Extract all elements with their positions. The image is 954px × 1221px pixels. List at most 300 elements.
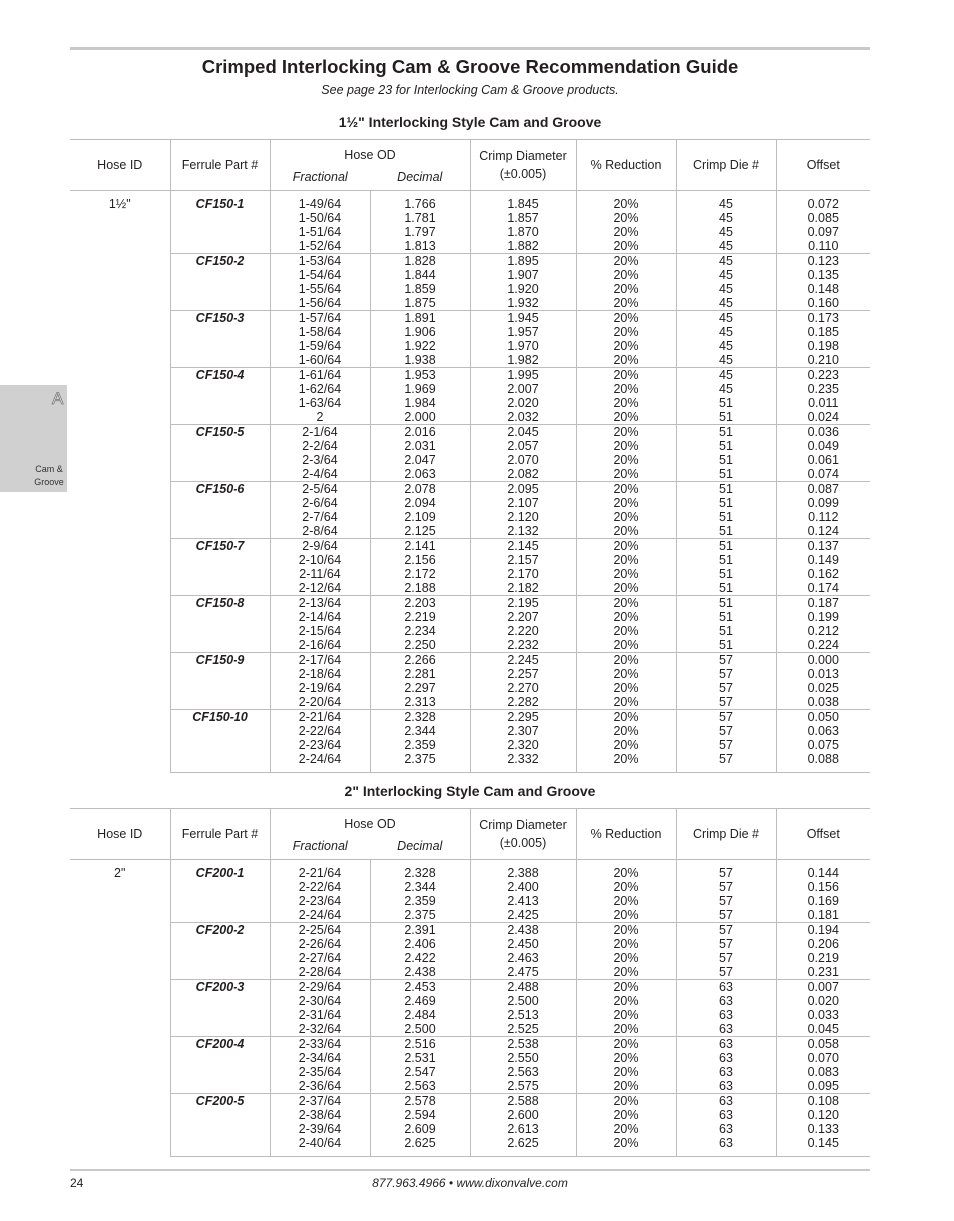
offset-value: 0.061: [807, 453, 839, 467]
die-value: 45: [719, 225, 733, 239]
reduction-cell: [576, 980, 676, 1037]
fractional-value: 1-53/64: [298, 254, 342, 268]
crimp-cell: [470, 539, 576, 596]
offset-value: 0.110: [808, 239, 839, 253]
offset-cell: [776, 368, 870, 425]
table-2-inch: [70, 808, 870, 1157]
offset-value: 0.231: [807, 965, 839, 979]
footer-rule: [70, 1169, 870, 1171]
decimal-value: 2.453: [404, 980, 436, 994]
ferrule-part-cell: CF150-1: [170, 191, 270, 254]
crimp-value: 2.057: [507, 439, 539, 453]
fractional-value: 2-21/64: [298, 866, 342, 880]
offset-value: 0.013: [807, 667, 839, 681]
decimal-value: 2.297: [404, 681, 436, 695]
offset-value: 0.000: [807, 653, 839, 667]
fractional-value: 2: [316, 410, 324, 424]
fractional-value: 1-61/64: [298, 368, 342, 382]
offset-value: 0.123: [807, 254, 839, 268]
die-cell: [676, 923, 776, 980]
crimp-value: 1.882: [507, 239, 539, 253]
fractional-cell: [270, 1037, 370, 1094]
die-value: 57: [719, 752, 733, 766]
fractional-value: 2-38/64: [298, 1108, 342, 1122]
crimp-value: 1.845: [507, 197, 539, 211]
offset-cell: [776, 1094, 870, 1157]
reduction-value: 20%: [613, 225, 639, 239]
die-cell: [676, 425, 776, 482]
die-value: 57: [719, 681, 733, 695]
crimp-value: 2.020: [507, 396, 539, 410]
fractional-value: 1-54/64: [298, 268, 342, 282]
die-value: 57: [719, 880, 733, 894]
crimp-value: 2.538: [507, 1037, 539, 1051]
crimp-value: 2.007: [507, 382, 539, 396]
fractional-value: 2-8/64: [302, 524, 338, 538]
decimal-cell: [370, 596, 470, 653]
decimal-value: 1.797: [404, 225, 436, 239]
crimp-cell: [470, 653, 576, 710]
decimal-cell: [370, 1037, 470, 1094]
side-tab-label-line2: Groove: [34, 477, 64, 487]
fractional-value: 1-49/64: [298, 197, 342, 211]
reduction-value: 20%: [613, 653, 639, 667]
die-cell: [676, 1094, 776, 1157]
die-value: 51: [719, 396, 733, 410]
offset-value: 0.162: [807, 567, 839, 581]
fractional-cell: [270, 539, 370, 596]
reduction-cell: [576, 425, 676, 482]
ferrule-part-cell: CF200-5: [170, 1094, 270, 1157]
reduction-cell: [576, 653, 676, 710]
offset-value: 0.095: [807, 1079, 839, 1093]
reduction-cell: [576, 1094, 676, 1157]
crimp-value: 2.032: [507, 410, 539, 424]
page-subtitle: See page 23 for Interlocking Cam & Groove products.: [321, 83, 619, 97]
die-cell: [676, 254, 776, 311]
decimal-cell: [370, 1094, 470, 1157]
table-row: [70, 425, 870, 482]
die-value: 45: [719, 268, 733, 282]
crimp-value: 2.463: [507, 951, 539, 965]
crimp-value: 2.220: [507, 624, 539, 638]
decimal-cell: [370, 539, 470, 596]
fractional-value: 1-56/64: [298, 296, 342, 310]
reduction-value: 20%: [613, 923, 639, 937]
decimal-value: 2.328: [404, 710, 436, 724]
offset-value: 0.070: [807, 1051, 839, 1065]
crimp-value: 2.257: [507, 667, 539, 681]
reduction-value: 20%: [613, 994, 639, 1008]
crimp-value: 2.625: [507, 1136, 539, 1150]
crimp-cell: [470, 425, 576, 482]
offset-cell: [776, 710, 870, 773]
decimal-value: 2.344: [404, 724, 436, 738]
die-value: 51: [719, 453, 733, 467]
die-value: 51: [719, 510, 733, 524]
die-value: 45: [719, 282, 733, 296]
decimal-cell: [370, 980, 470, 1037]
fractional-value: 1-52/64: [298, 239, 342, 253]
table-row: [70, 311, 870, 368]
offset-value: 0.063: [807, 724, 839, 738]
offset-value: 0.087: [807, 482, 839, 496]
table-1-5-inch: [70, 139, 870, 773]
table-row: [70, 923, 870, 980]
decimal-value: 1.891: [404, 311, 436, 325]
reduction-value: 20%: [613, 382, 639, 396]
decimal-value: 2.047: [404, 453, 436, 467]
decimal-cell: [370, 311, 470, 368]
table-row: [70, 710, 870, 773]
die-value: 51: [719, 567, 733, 581]
die-value: 51: [719, 539, 733, 553]
die-cell: [676, 596, 776, 653]
decimal-value: 2.172: [404, 567, 436, 581]
decimal-value: 1.969: [404, 382, 436, 396]
reduction-value: 20%: [613, 1108, 639, 1122]
reduction-value: 20%: [613, 980, 639, 994]
offset-value: 0.235: [807, 382, 839, 396]
reduction-value: 20%: [613, 1079, 639, 1093]
ferrule-part-cell: CF150-2: [170, 254, 270, 311]
ferrule-part-cell: CF200-1: [170, 860, 270, 923]
decimal-value: 2.063: [404, 467, 436, 481]
fractional-value: 2-34/64: [298, 1051, 342, 1065]
crimp-cell: [470, 980, 576, 1037]
header-hose-id: Hose ID: [70, 140, 170, 191]
die-cell: [676, 1037, 776, 1094]
reduction-value: 20%: [613, 951, 639, 965]
offset-value: 0.072: [807, 197, 839, 211]
table-row: [70, 653, 870, 710]
die-cell: [676, 980, 776, 1037]
crimp-value: 2.307: [507, 724, 539, 738]
decimal-value: 2.094: [404, 496, 436, 510]
offset-value: 0.210: [807, 353, 839, 367]
decimal-value: 2.594: [404, 1108, 436, 1122]
decimal-value: 2.391: [404, 923, 436, 937]
reduction-value: 20%: [613, 710, 639, 724]
fractional-value: 2-29/64: [298, 980, 342, 994]
offset-value: 0.219: [807, 951, 839, 965]
crimp-value: 2.070: [507, 453, 539, 467]
crimp-value: 2.207: [507, 610, 539, 624]
reduction-value: 20%: [613, 1065, 639, 1079]
fractional-value: 2-23/64: [298, 738, 342, 752]
fractional-cell: [270, 425, 370, 482]
fractional-value: 2-27/64: [298, 951, 342, 965]
crimp-value: 2.613: [507, 1122, 539, 1136]
decimal-value: 2.531: [404, 1051, 436, 1065]
reduction-value: 20%: [613, 624, 639, 638]
offset-value: 0.097: [807, 225, 839, 239]
fractional-value: 2-15/64: [298, 624, 342, 638]
crimp-value: 1.857: [507, 211, 539, 225]
offset-cell: [776, 596, 870, 653]
decimal-value: 2.078: [404, 482, 436, 496]
fractional-value: 1-50/64: [298, 211, 342, 225]
decimal-value: 1.844: [404, 268, 436, 282]
offset-value: 0.011: [808, 396, 839, 410]
offset-value: 0.133: [807, 1122, 839, 1136]
decimal-value: 2.359: [404, 894, 436, 908]
fractional-value: 1-57/64: [298, 311, 342, 325]
crimp-value: 2.400: [507, 880, 539, 894]
die-value: 57: [719, 923, 733, 937]
reduction-value: 20%: [613, 211, 639, 225]
decimal-value: 2.031: [404, 439, 436, 453]
offset-value: 0.187: [807, 596, 839, 610]
reduction-value: 20%: [613, 282, 639, 296]
crimp-value: 2.195: [507, 596, 539, 610]
crimp-cell: [470, 860, 576, 923]
crimp-value: 2.550: [507, 1051, 539, 1065]
decimal-value: 1.766: [404, 197, 436, 211]
header-reduction: % Reduction: [576, 809, 676, 860]
decimal-value: 2.250: [404, 638, 436, 652]
decimal-value: 2.125: [404, 524, 436, 538]
offset-cell: [776, 653, 870, 710]
reduction-cell: [576, 311, 676, 368]
fractional-value: 2-24/64: [298, 752, 342, 766]
reduction-value: 20%: [613, 667, 639, 681]
reduction-value: 20%: [613, 965, 639, 979]
crimp-value: 2.120: [507, 510, 539, 524]
offset-cell: [776, 980, 870, 1037]
die-value: 45: [719, 197, 733, 211]
reduction-value: 20%: [613, 197, 639, 211]
die-value: 63: [719, 1022, 733, 1036]
fractional-value: 2-22/64: [298, 724, 342, 738]
fractional-value: 2-24/64: [298, 908, 342, 922]
offset-value: 0.099: [807, 496, 839, 510]
fractional-value: 2-3/64: [302, 453, 338, 467]
crimp-value: 2.488: [507, 980, 539, 994]
fractional-value: 2-10/64: [298, 553, 342, 567]
offset-value: 0.156: [807, 880, 839, 894]
crimp-cell: [470, 596, 576, 653]
offset-value: 0.024: [807, 410, 839, 424]
offset-value: 0.036: [807, 425, 839, 439]
crimp-value: 2.600: [507, 1108, 539, 1122]
die-cell: [676, 311, 776, 368]
offset-value: 0.020: [807, 994, 839, 1008]
fractional-value: 2-1/64: [302, 425, 338, 439]
header-crimp-diameter-line2: (±0.005): [499, 167, 547, 181]
die-cell: [676, 539, 776, 596]
reduction-value: 20%: [613, 894, 639, 908]
decimal-value: 2.578: [404, 1094, 436, 1108]
decimal-value: 2.219: [404, 610, 436, 624]
crimp-value: 2.413: [507, 894, 539, 908]
offset-value: 0.199: [807, 610, 839, 624]
reduction-value: 20%: [613, 396, 639, 410]
crimp-cell: [470, 254, 576, 311]
header-crimp-diameter-line1: Crimp Diameter: [479, 818, 567, 832]
reduction-value: 20%: [613, 368, 639, 382]
fractional-value: 2-30/64: [298, 994, 342, 1008]
reduction-value: 20%: [613, 467, 639, 481]
crimp-value: 2.145: [507, 539, 539, 553]
die-value: 63: [719, 1079, 733, 1093]
die-value: 57: [719, 653, 733, 667]
ferrule-part-cell: CF150-4: [170, 368, 270, 425]
fractional-value: 2-37/64: [298, 1094, 342, 1108]
reduction-value: 20%: [613, 1037, 639, 1051]
reduction-cell: [576, 710, 676, 773]
fractional-value: 2-13/64: [298, 596, 342, 610]
fractional-value: 2-32/64: [298, 1022, 342, 1036]
die-value: 63: [719, 980, 733, 994]
table-row: [70, 368, 870, 425]
reduction-value: 20%: [613, 524, 639, 538]
decimal-cell: [370, 191, 470, 254]
reduction-value: 20%: [613, 325, 639, 339]
crimp-value: 2.132: [507, 524, 539, 538]
reduction-value: 20%: [613, 254, 639, 268]
fractional-value: 1-63/64: [298, 396, 342, 410]
ferrule-part-cell: CF150-9: [170, 653, 270, 710]
crimp-value: 2.588: [507, 1094, 539, 1108]
decimal-value: 1.875: [404, 296, 436, 310]
offset-value: 0.038: [807, 695, 839, 709]
crimp-value: 2.388: [507, 866, 539, 880]
header-offset: Offset: [776, 140, 870, 191]
header-crimp-die: Crimp Die #: [676, 140, 776, 191]
crimp-value: 1.920: [507, 282, 539, 296]
crimp-cell: [470, 1094, 576, 1157]
decimal-value: 2.609: [404, 1122, 436, 1136]
die-value: 57: [719, 965, 733, 979]
fractional-value: 1-51/64: [298, 225, 342, 239]
decimal-value: 2.375: [404, 908, 436, 922]
crimp-value: 1.982: [507, 353, 539, 367]
fractional-value: 2-14/64: [298, 610, 342, 624]
reduction-value: 20%: [613, 539, 639, 553]
die-value: 57: [719, 951, 733, 965]
reduction-value: 20%: [613, 866, 639, 880]
fractional-value: 2-26/64: [298, 937, 342, 951]
reduction-cell: [576, 860, 676, 923]
reduction-cell: [576, 539, 676, 596]
ferrule-part-cell: CF150-6: [170, 482, 270, 539]
offset-value: 0.085: [807, 211, 839, 225]
fractional-value: 2-2/64: [302, 439, 338, 453]
table-row: [70, 1037, 870, 1094]
die-value: 51: [719, 638, 733, 652]
fractional-value: 2-25/64: [298, 923, 342, 937]
reduction-value: 20%: [613, 567, 639, 581]
die-value: 51: [719, 553, 733, 567]
reduction-cell: [576, 191, 676, 254]
fractional-value: 2-6/64: [302, 496, 338, 510]
reduction-value: 20%: [613, 439, 639, 453]
crimp-value: 1.907: [507, 268, 539, 282]
offset-value: 0.149: [807, 553, 839, 567]
hose-id-cell: 2": [114, 866, 126, 880]
reduction-value: 20%: [613, 752, 639, 766]
reduction-value: 20%: [613, 908, 639, 922]
decimal-value: 2.328: [404, 866, 436, 880]
table-row: [70, 860, 870, 923]
section-title-2-inch: 2" Interlocking Style Cam and Groove: [344, 783, 596, 799]
fractional-cell: [270, 482, 370, 539]
crimp-value: 2.170: [507, 567, 539, 581]
crimp-value: 2.332: [507, 752, 539, 766]
fractional-value: 2-16/64: [298, 638, 342, 652]
fractional-cell: [270, 596, 370, 653]
header-crimp-diameter: [470, 809, 576, 860]
die-cell: [676, 191, 776, 254]
reduction-value: 20%: [613, 410, 639, 424]
crimp-value: 2.245: [507, 653, 539, 667]
die-cell: [676, 368, 776, 425]
side-tab-label-line1: Cam &: [35, 464, 63, 474]
crimp-cell: [470, 710, 576, 773]
die-value: 45: [719, 311, 733, 325]
reduction-value: 20%: [613, 638, 639, 652]
header-crimp-diameter: [470, 140, 576, 191]
fractional-value: 2-12/64: [298, 581, 342, 595]
offset-value: 0.075: [807, 738, 839, 752]
header-hose-id: Hose ID: [70, 809, 170, 860]
offset-value: 0.137: [807, 539, 839, 553]
header-crimp-die: Crimp Die #: [676, 809, 776, 860]
table-row: [70, 482, 870, 539]
reduction-value: 20%: [613, 724, 639, 738]
offset-value: 0.173: [807, 311, 839, 325]
fractional-value: 1-59/64: [298, 339, 342, 353]
decimal-value: 2.438: [404, 965, 436, 979]
reduction-value: 20%: [613, 453, 639, 467]
crimp-value: 1.957: [507, 325, 539, 339]
offset-cell: [776, 1037, 870, 1094]
header-crimp-diameter-line1: Crimp Diameter: [479, 149, 567, 163]
crimp-value: 2.513: [507, 1008, 539, 1022]
reduction-cell: [576, 254, 676, 311]
fractional-cell: [270, 653, 370, 710]
decimal-value: 1.781: [404, 211, 436, 225]
decimal-cell: [370, 653, 470, 710]
die-value: 51: [719, 482, 733, 496]
ferrule-part-cell: CF150-7: [170, 539, 270, 596]
die-value: 45: [719, 211, 733, 225]
offset-cell: [776, 254, 870, 311]
offset-value: 0.108: [807, 1094, 839, 1108]
offset-value: 0.135: [807, 268, 839, 282]
fractional-value: 1-62/64: [298, 382, 342, 396]
fractional-value: 2-4/64: [302, 467, 338, 481]
die-value: 57: [719, 695, 733, 709]
fractional-value: 1-58/64: [298, 325, 342, 339]
crimp-value: 1.945: [507, 311, 539, 325]
die-value: 57: [719, 894, 733, 908]
offset-value: 0.088: [807, 752, 839, 766]
offset-value: 0.212: [807, 624, 839, 638]
page-number: 24: [70, 1176, 84, 1190]
ferrule-part-cell: CF150-8: [170, 596, 270, 653]
die-cell: [676, 710, 776, 773]
decimal-value: 1.938: [404, 353, 436, 367]
table-row: [70, 191, 870, 254]
offset-cell: [776, 425, 870, 482]
decimal-value: 2.203: [404, 596, 436, 610]
die-value: 51: [719, 596, 733, 610]
fractional-value: 2-35/64: [298, 1065, 342, 1079]
decimal-value: 2.234: [404, 624, 436, 638]
decimal-value: 2.344: [404, 880, 436, 894]
